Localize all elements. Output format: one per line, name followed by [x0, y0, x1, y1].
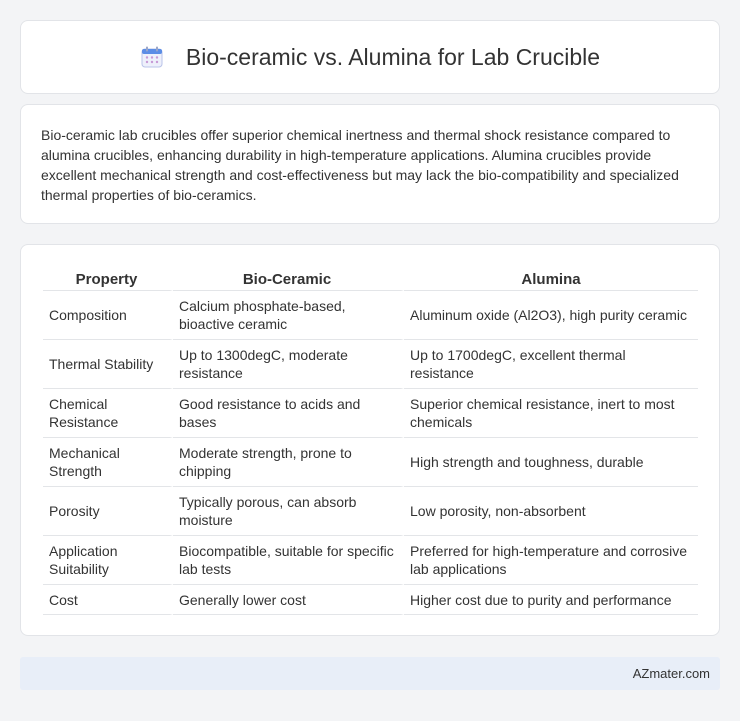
- header-alumina: Alumina: [404, 263, 698, 291]
- title-wrap: [140, 44, 600, 71]
- alumina-cell: Low porosity, non-absorbent: [404, 487, 698, 536]
- property-cell: Cost: [43, 585, 173, 615]
- property-cell: Chemical Resistance: [43, 389, 173, 438]
- table-row: [43, 487, 698, 536]
- bio-ceramic-cell: Biocompatible, suitable for specific lab tests: [173, 536, 404, 585]
- alumina-cell: Superior chemical resistance, inert to most chemicals: [404, 389, 698, 438]
- table-row: [43, 536, 698, 585]
- property-cell: Application Suitability: [43, 536, 173, 585]
- bio-ceramic-cell: Good resistance to acids and bases: [173, 389, 404, 438]
- calendar-icon: [140, 45, 164, 69]
- header-bio-ceramic: Bio-Ceramic: [173, 263, 404, 291]
- alumina-cell: High strength and toughness, durable: [404, 438, 698, 487]
- header-property: Property: [43, 263, 173, 291]
- bio-ceramic-cell: Moderate strength, prone to chipping: [173, 438, 404, 487]
- comparison-table-card: [20, 244, 720, 636]
- table-header-row: [43, 263, 698, 291]
- bio-ceramic-cell: Generally lower cost: [173, 585, 404, 615]
- summary-text: Bio-ceramic lab crucibles offer superior chemical inertness and thermal shock resistance compared to alumina crucibles, enhancing durability in high-temperature applications. Alumina crucibles provide excellent mechanical strength and cost-effectiveness but may lack the bio-compatibility and specialized thermal properties of bio-ceramics.: [41, 127, 679, 203]
- property-cell: Mechanical Strength: [43, 438, 173, 487]
- table-row: [43, 291, 698, 340]
- bio-ceramic-cell: Calcium phosphate-based, bioactive ceramic: [173, 291, 404, 340]
- footer-bar: [20, 657, 720, 690]
- alumina-cell: Higher cost due to purity and performance: [404, 585, 698, 615]
- alumina-cell: Aluminum oxide (Al2O3), high purity ceramic: [404, 291, 698, 340]
- property-cell: Porosity: [43, 487, 173, 536]
- comparison-table: [43, 263, 698, 615]
- table-row: [43, 340, 698, 389]
- alumina-cell: Up to 1700degC, excellent thermal resistance: [404, 340, 698, 389]
- summary-card: [20, 104, 720, 224]
- table-row: [43, 585, 698, 615]
- alumina-cell: Preferred for high-temperature and corrosive lab applications: [404, 536, 698, 585]
- bio-ceramic-cell: Typically porous, can absorb moisture: [173, 487, 404, 536]
- table-row: [43, 389, 698, 438]
- property-cell: Thermal Stability: [43, 340, 173, 389]
- property-cell: Composition: [43, 291, 173, 340]
- page-title: Bio-ceramic vs. Alumina for Lab Crucible: [185, 43, 601, 70]
- table-row: [43, 438, 698, 487]
- footer-source-link[interactable]: AZmater.com: [632, 666, 710, 681]
- title-card: [20, 20, 720, 94]
- bio-ceramic-cell: Up to 1300degC, moderate resistance: [173, 340, 404, 389]
